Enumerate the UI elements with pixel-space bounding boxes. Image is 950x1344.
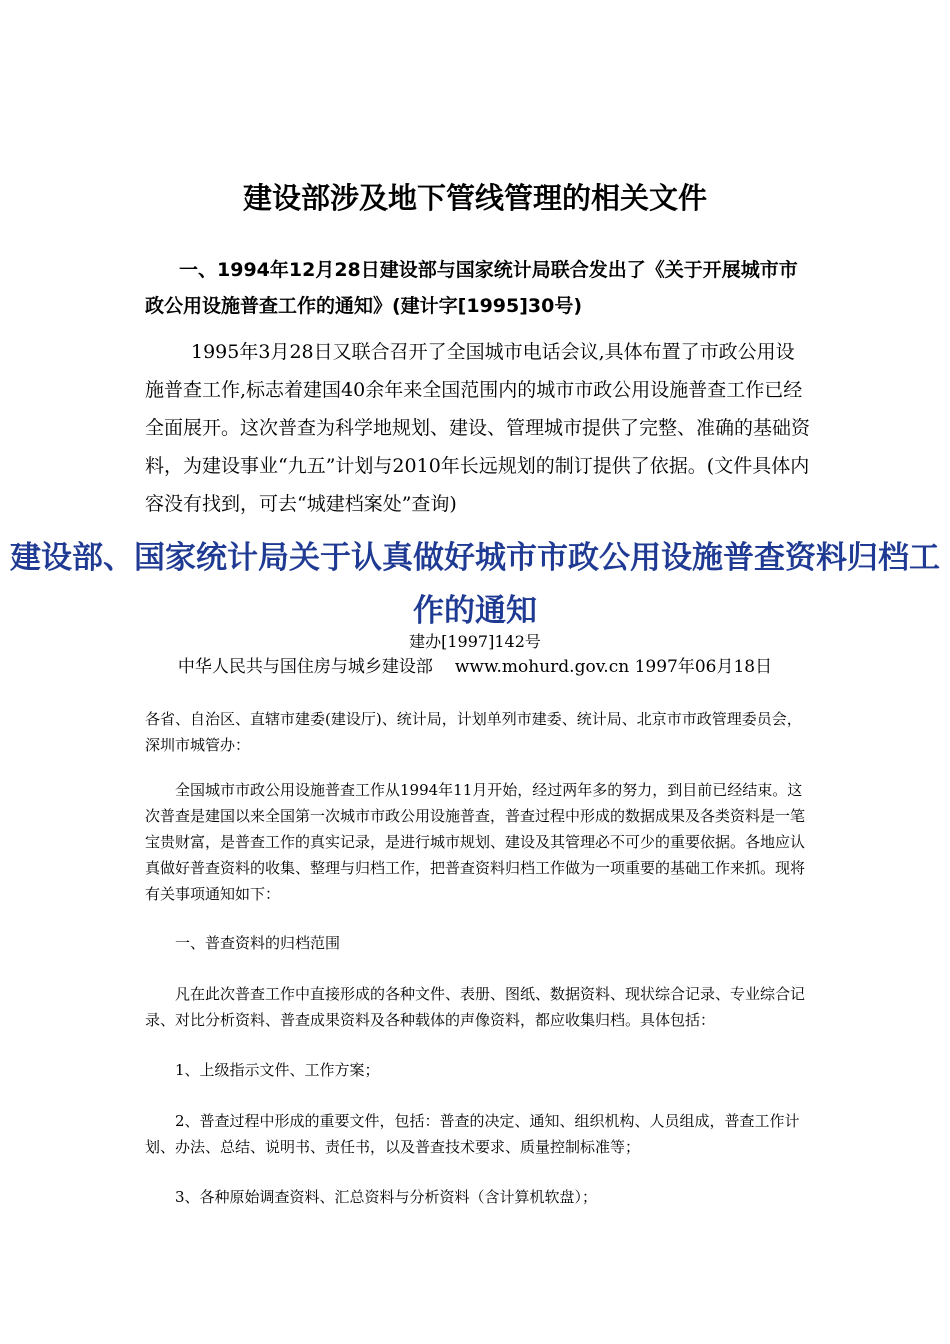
section-one-body: 1995年3月28日又联合召开了全国城市电话会议,具体布置了市政公用设施普查工作,标志着建国40余年来全国范围内的城市市政公用设施普查工作已经全面展开。这次普查为科学地规划、建设、管理城市提供了完整、准确的基础资料，为建设事业“九五”计划与2010年长远规划的制订提供了依据。(文件具体内容没有找到，可去“城建档案处”查询) [145,341,811,515]
source-url: www.mohurd.gov.cn [454,657,630,677]
notice-title: 建设部、国家统计局关于认真做好城市市政公用设施普查资料归档工作的通知 [10,540,940,629]
main-title: 建设部涉及地下管线管理的相关文件 [242,181,707,215]
source-date: 1997年06月18日 [634,657,773,677]
document-number: 建办[1997]142号 [409,632,541,651]
scope-heading: 一、普查资料的归档范围 [175,934,341,952]
intro-paragraph: 全国城市市政公用设施普查工作从1994年11月开始，经过两年多的努力，到目前已经结束。这次普查是建国以来全国第一次城市市政公用设施普查，普查过程中形成的数据成果及各类资料是一笔宝贵财富，是普查工作的真实记录，是进行城市规划、建设及其管理必不可少的重要依据。各地应认真做好普查资料的收集、整理与归档工作，把普查资料归档工作做为一项重要的基础工作来抓。现将有关事项通知如下： [145,781,806,903]
recipients-paragraph: 各省、自治区、直辖市建委(建设厅)、统计局，计划单列市建委、统计局、北京市市政管理委员会，深圳市城管办： [145,710,802,754]
list-item-3: 3、各种原始调查资料、汇总资料与分析资料（含计算机软盘）； [175,1188,598,1206]
section-one-heading: 一、1994年12月28日建设部与国家统计局联合发出了《关于开展城市市政公用设施普查工作的通知》(建计字[1995]30号) [145,259,798,317]
scope-paragraph: 凡在此次普查工作中直接形成的各种文件、表册、图纸、数据资料、现状综合记录、专业综合记录、对比分析资料、普查成果资料及各种载体的声像资料，都应收集归档。具体包括： [145,985,806,1029]
list-item-1: 1、上级指示文件、工作方案； [175,1061,380,1079]
list-item-2: 2、普查过程中形成的重要文件，包括：普查的决定、通知、组织机构、人员组成，普查工作计划、办法、总结、说明书、责任书，以及普查技术要求、质量控制标准等； [145,1112,800,1156]
document-source-line [0,655,950,679]
source-organization: 中华人民共与国住房与城乡建设部 [177,657,433,677]
